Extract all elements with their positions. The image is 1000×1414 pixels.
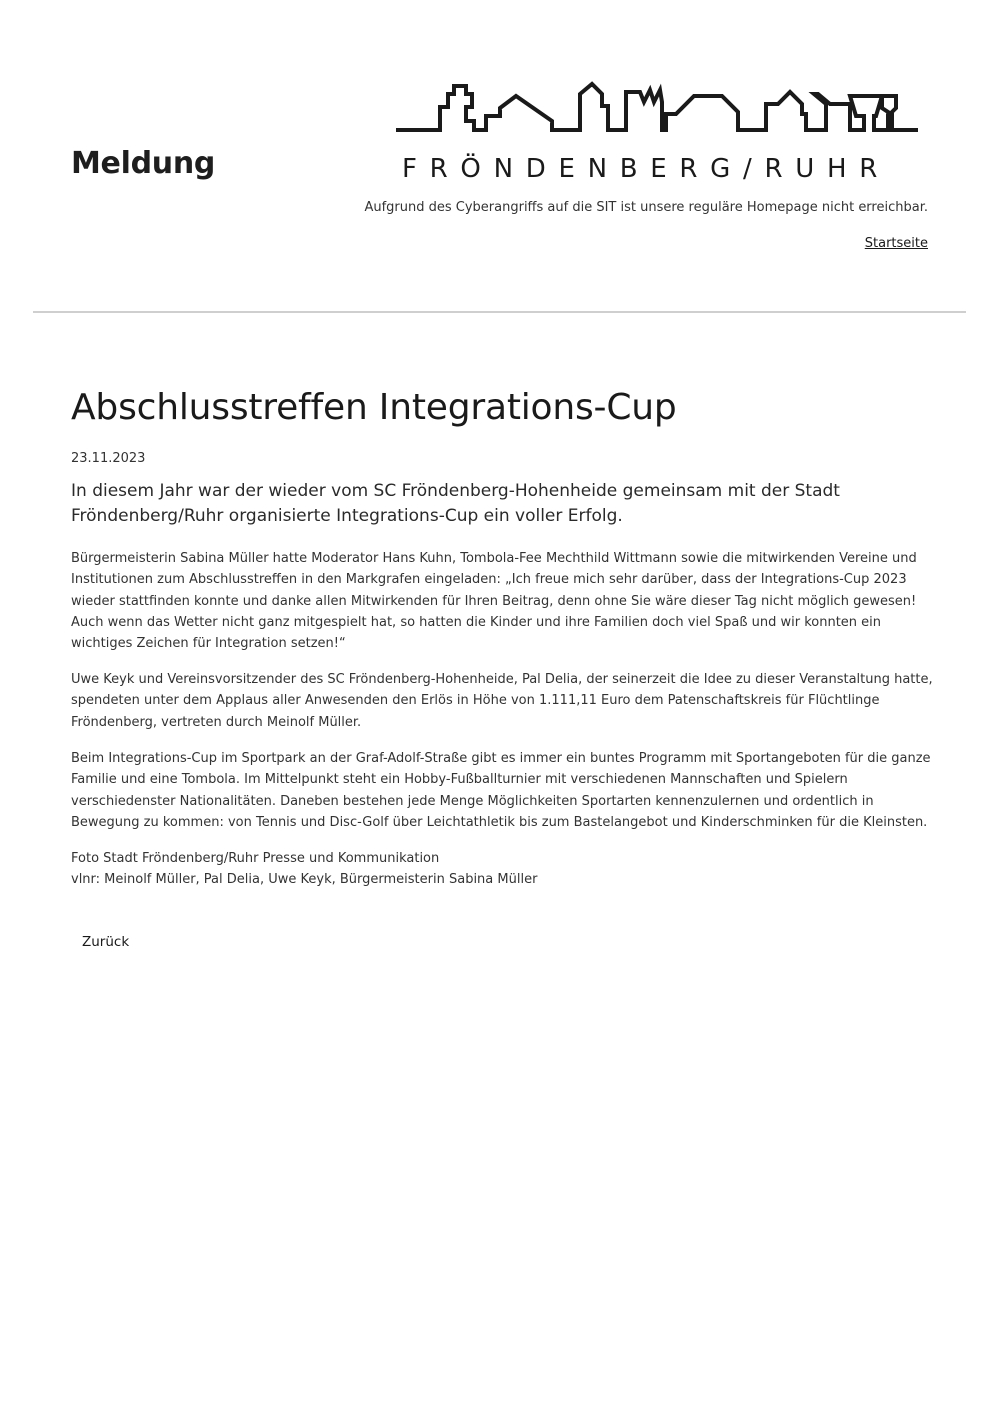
- article-paragraph: Uwe Keyk und Vereinsvorsitzender des SC Fröndenberg-Hohenheide, Pal Delia, der seinerzeit die Idee zu dieser Veranstaltung hatte, spendeten unter dem Applaus aller Anwesenden den Erlös in Höhe von 1.111,11 Euro dem Patenschaftskreis für Flüchtlinge Fröndenberg, vertreten durch Meinolf Müller.: [71, 672, 933, 730]
- photo-caption: [71, 848, 771, 890]
- article-title: Abschlusstreffen Integrations-Cup: [71, 387, 677, 428]
- article-lead: In diesem Jahr war der wieder vom SC Fröndenberg-Hohenheide gemeinsam mit der Stadt Fröndenberg/Ruhr organisierte Integrations-Cup ein voller Erfolg.: [71, 481, 840, 526]
- article-date: 23.11.2023: [71, 451, 146, 466]
- photo-credit: Foto Stadt Fröndenberg/Ruhr Presse und Kommunikation: [71, 851, 440, 866]
- city-logo[interactable]: [394, 74, 924, 186]
- logo-wordmark: FRÖNDENBERG/RUHR: [402, 154, 890, 184]
- back-link[interactable]: Zurück: [82, 934, 130, 950]
- header-divider: [33, 311, 966, 313]
- page-heading: Meldung: [71, 146, 216, 181]
- outage-notice: Aufgrund des Cyberangriffs auf die SIT ist unsere reguläre Homepage nicht erreichbar.: [364, 200, 928, 215]
- photo-people: vlnr: Meinolf Müller, Pal Delia, Uwe Keyk, Bürgermeisterin Sabina Müller: [71, 872, 538, 887]
- article-paragraph: Bürgermeisterin Sabina Müller hatte Moderator Hans Kuhn, Tombola-Fee Mechthild Wittmann sowie die mitwirkenden Vereine und Institutionen zum Abschlusstreffen in den Markgrafen eingeladen: „Ich freue mich sehr darüber, dass der Integrations-Cup 2023 wieder stattfinden konnte und danke allen Mitwirkenden für Ihren Beitrag, denn ohne Sie wäre dieser Tag nicht möglich gewesen! Auch wenn das Wetter nicht ganz mitgespielt hat, so hatten die Kinder und ihre Familien doch viel Spaß und wir konnten ein wichtiges Zeichen für Integration setzen!“: [71, 551, 917, 652]
- article-paragraph: Beim Integrations-Cup im Sportpark an der Graf-Adolf-Straße gibt es immer ein buntes Programm mit Sportangeboten für die ganze Familie und eine Tombola. Im Mittelpunkt steht ein Hobby-Fußballturnier mit verschiedenen Mannschaften und Spielern verschiedenster Nationalitäten. Daneben bestehen jede Menge Möglichkeiten Sportarten kennenzulernen und ordentlich in Bewegung zu kommen: von Tennis und Disc-Golf über Leichtathletik bis zum Bastelangebot und Kinderschminken für die Kleinsten.: [71, 751, 931, 830]
- skyline-logo-icon: [394, 74, 924, 138]
- home-link[interactable]: Startseite: [864, 236, 928, 251]
